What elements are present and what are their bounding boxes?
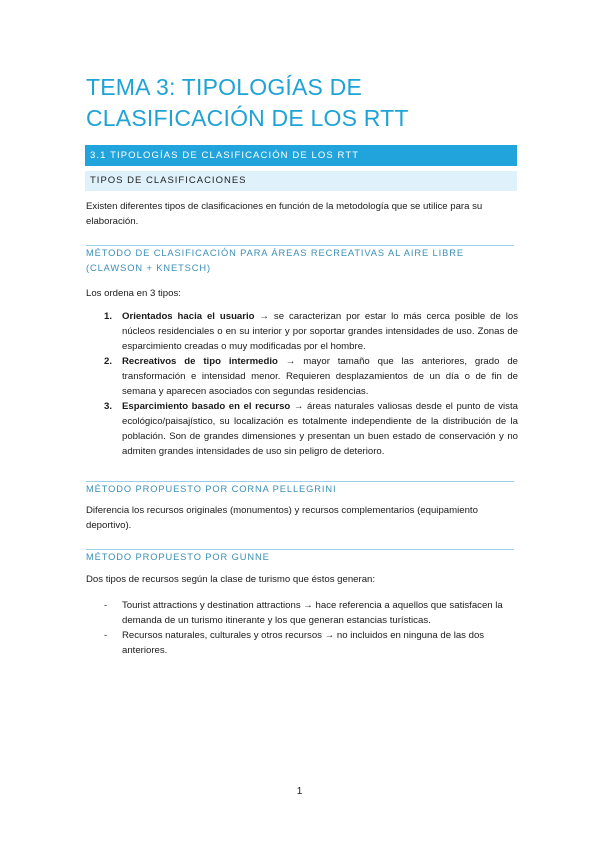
method-pellegrini-heading: MÉTODO PROPUESTO POR CORNA PELLEGRINI <box>86 481 514 500</box>
list-dash: - <box>104 630 108 641</box>
item-term: Esparcimiento basado en el recurso <box>122 401 291 412</box>
clawson-types-list <box>104 309 518 459</box>
subsection-heading: TIPOS DE CLASIFICACIONES <box>85 171 517 191</box>
item-description: → áreas naturales valiosas desde el punto de vista ecológico/paisajístico, su localización es totalmente independiente de la distribución de la población. Son de grandes dimensiones y presentan un buen estado de conservación y no admiten grandes intensidades de uso sin peligro de deterioro. <box>122 401 518 457</box>
item-description: Recursos naturales, culturales y otros recursos → no incluidos en ninguna de las dos anteriores. <box>122 630 485 656</box>
list-item <box>104 399 518 459</box>
gunne-types-list <box>104 598 518 658</box>
method-clawson-intro: Los ordena en 3 tipos: <box>86 288 181 299</box>
list-number: 1. <box>104 311 113 322</box>
list-item <box>104 628 518 658</box>
item-term: Orientados hacia el usuario <box>122 311 255 322</box>
method-pellegrini-text: Diferencia los recursos originales (monumentos) y recursos complementarios (equipamiento deportivo). <box>86 505 478 531</box>
method-gunne-heading: MÉTODO PROPUESTO POR GUNNE <box>86 549 514 568</box>
item-description: → se caracterizan por estar lo más cerca posible de los núcleos residenciales o en su interior y por soportar grandes intensidades de uso. Zonas de esparcimiento creadas o muy modificadas por el hombre. <box>122 311 518 352</box>
method-clawson-heading: MÉTODO DE CLASIFICACIÓN PARA ÁREAS RECREATIVAS AL AIRE LIBRE (CLAWSON + KNETSCH) <box>86 245 514 279</box>
item-description: → mayor tamaño que las anteriores, grado de transformación e intensidad menor. Requieren desplazamientos de un día o de fin de semana y aparecen asociados con segundas residencias. <box>122 356 518 397</box>
page-number: 1 <box>296 786 303 797</box>
list-item <box>104 309 518 354</box>
list-number: 3. <box>104 401 113 412</box>
item-description: Tourist attractions y destination attractions → hace referencia a aquellos que satisfacen la demanda de un turismo itinerante y los que generan estancias turísticas. <box>122 600 503 626</box>
item-term: Recreativos de tipo intermedio <box>122 356 278 367</box>
page-title: TEMA 3: TIPOLOGÍAS DE CLASIFICACIÓN DE LOS RTT <box>86 74 409 131</box>
list-number: 2. <box>104 356 113 367</box>
list-item <box>104 354 518 399</box>
list-dash: - <box>104 600 108 611</box>
method-gunne-intro: Dos tipos de recursos según la clase de turismo que éstos generan: <box>86 574 376 585</box>
intro-paragraph: Existen diferentes tipos de clasificaciones en función de la metodología que se utilice para su elaboración. <box>86 201 483 227</box>
section-heading: 3.1 TIPOLOGÍAS DE CLASIFICACIÓN DE LOS RTT <box>85 145 517 166</box>
list-item <box>104 598 518 628</box>
